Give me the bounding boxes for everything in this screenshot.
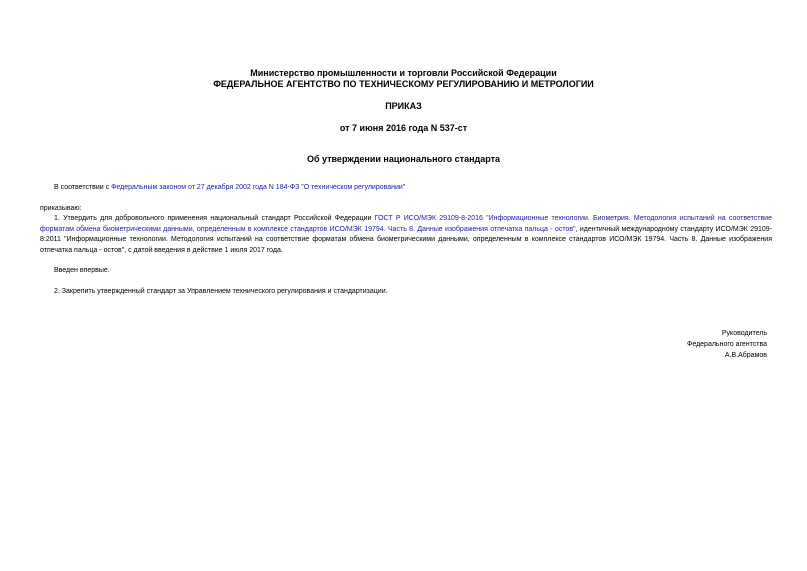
gost-standard-link[interactable]: ГОСТ Р ИСО/МЭК 29109-8-2016 "Информационные технологии. Биометрия. Методология испытаний на соответствие форматам обмена биометрическими данными, определенным в комплексе стандартов ИСО/МЭК 19794. Часть 8. Данные изображения отпечатка пальца - остов" xyxy=(40,215,772,233)
document-subject: Об утверждении национального стандарта xyxy=(306,154,501,164)
federal-law-link[interactable]: Федеральным законом от 27 декабря 2002 года N 184-ФЗ "О техническом регулировании" xyxy=(111,184,406,191)
item-2-paragraph: 2. Закрепить утвержденный стандарт за Управлением технического регулирования и стандартизации. xyxy=(54,288,388,295)
intro-prefix: В соответствии с xyxy=(54,184,112,191)
document-date-number: от 7 июня 2016 года N 537-ст xyxy=(339,123,468,133)
first-introduced-note: Введен впервые. xyxy=(54,267,110,274)
intro-paragraph xyxy=(40,183,772,194)
signature-position-1: Руководитель xyxy=(721,330,767,337)
agency-title: ФЕДЕРАЛЬНОЕ АГЕНТСТВО ПО ТЕХНИЧЕСКОМУ РЕГУЛИРОВАНИЮ И МЕТРОЛОГИИ xyxy=(213,79,594,89)
item-1-paragraph xyxy=(40,214,772,256)
document-type: ПРИКАЗ xyxy=(385,101,422,111)
ministry-title: Министерство промышленности и торговли Российской Федерации xyxy=(250,68,557,78)
item-1-suffix: , идентичный международному стандарту ИСО/МЭК 29109-8:2011 "Информационные технологии. Методология испытаний на соответствие форматам обмена биометрическими данными, определенным в комплексе стандартов ИСО/МЭК 19794. Часть 8. Данные изображения отпечатка пальца - остов", с датой введения в действие 1 июля 2017 года. xyxy=(40,225,772,254)
order-word: приказываю: xyxy=(40,205,82,212)
item-1-prefix: 1. Утвердить для добровольного применения национальный стандарт Российской Федерации xyxy=(54,215,375,222)
signature-position-2: Федерального агентства xyxy=(687,341,767,348)
signature-name: А.В.Абрамов xyxy=(724,352,767,359)
